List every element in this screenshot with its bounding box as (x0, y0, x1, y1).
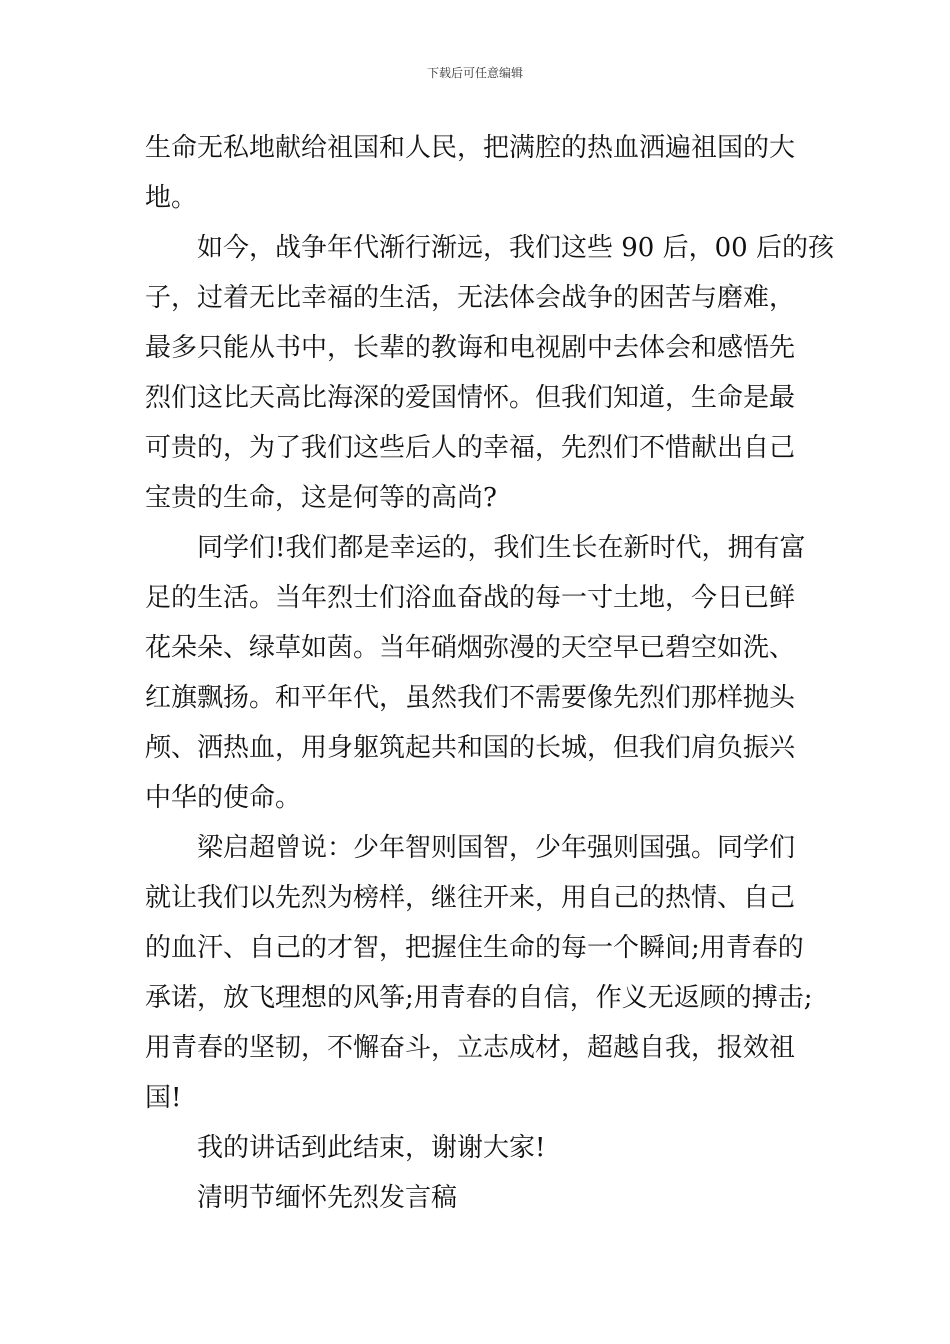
header-watermark: 下载后可任意编辑 (426, 66, 523, 80)
text-line: 同学们!我们都是幸运的，我们生长在新时代，拥有富 (197, 533, 806, 563)
text-line: 用青春的坚韧，不懈奋斗，立志成材，超越自我，报效祖 (145, 1033, 796, 1063)
text-line: 宝贵的生命，这是何等的高尚? (145, 483, 497, 513)
text-line: 中华的使命。 (145, 783, 302, 813)
text-line: 烈们这比天高比海深的爱国情怀。但我们知道，生命是最 (145, 383, 796, 413)
text-line: 我的讲话到此结束，谢谢大家! (197, 1133, 546, 1163)
text-line: 承诺，放飞理想的风筝;用青春的自信，作义无返顾的搏击; (145, 983, 813, 1013)
text-line: 红旗飘扬。和平年代，虽然我们不需要像先烈们那样抛头 (145, 683, 796, 713)
text-line: 的血汗、自己的才智，把握住生命的每一个瞬间;用青春的 (145, 933, 804, 963)
text-line: 可贵的，为了我们这些后人的幸福，先烈们不惜献出自己 (145, 433, 796, 463)
text-line: 就让我们以先烈为榜样，继往开来，用自己的热情、自己 (145, 883, 796, 913)
text-line: 地。 (145, 183, 198, 213)
text-line: 国! (145, 1083, 182, 1113)
text-line: 梁启超曾说：少年智则国智，少年强则国强。同学们 (197, 833, 796, 863)
text-line: 最多只能从书中，长辈的教诲和电视剧中去体会和感悟先 (145, 333, 796, 363)
text-line: 足的生活。当年烈士们浴血奋战的每一寸土地，今日已鲜 (145, 583, 796, 613)
text-line: 子，过着无比幸福的生活，无法体会战争的困苦与磨难， (145, 283, 796, 313)
closing-title-line: 清明节缅怀先烈发言稿 (197, 1183, 458, 1213)
text-line: 生命无私地献给祖国和人民，把满腔的热血洒遍祖国的大 (145, 133, 796, 163)
text-line: 如今，战争年代渐行渐远，我们这些 90 后，00 后的孩 (197, 233, 834, 263)
text-line: 颅、洒热血，用身躯筑起共和国的长城，但我们肩负振兴 (145, 733, 796, 763)
text-line: 花朵朵、绿草如茵。当年硝烟弥漫的天空早已碧空如洗、 (145, 633, 796, 663)
